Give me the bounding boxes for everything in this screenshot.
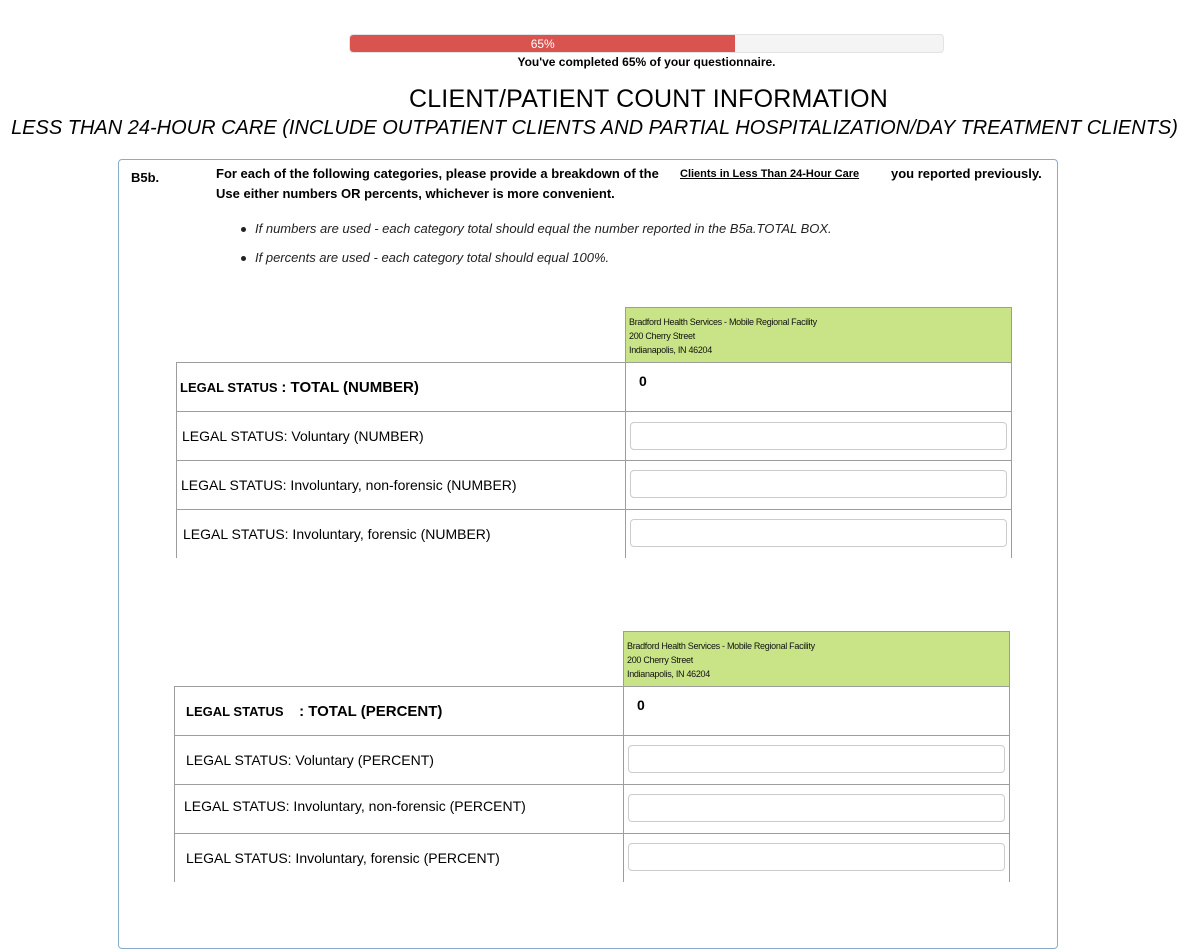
row-label: LEGAL STATUS: Involuntary, forensic (PERCENT) (174, 834, 623, 882)
question-instruction: Use either numbers OR percents, whichever is more convenient. (216, 186, 615, 201)
page-subtitle: LESS THAN 24-HOUR CARE (INCLUDE OUTPATIENT CLIENTS AND PARTIAL HOSPITALIZATION/DAY TREATMENT CLIENTS) (11, 117, 1178, 139)
row-label: LEGAL STATUS: Voluntary (NUMBER) (176, 412, 625, 460)
total-label: LEGAL STATUS : TOTAL (NUMBER) (176, 363, 625, 411)
facility-header (625, 307, 1012, 363)
progress-fill (350, 35, 735, 52)
row-label: LEGAL STATUS: Involuntary, forensic (NUMBER) (176, 510, 625, 558)
question-number: B5b. (131, 170, 160, 185)
table-row-total (174, 687, 1010, 736)
progress-caption: You've completed 65% of your questionnaire. (517, 55, 776, 69)
facility-street: 200 Cherry Street (629, 331, 695, 341)
instruction-item-numbers: If numbers are used - each category total should equal the number reported in the B5a.TOTAL BOX. (239, 221, 832, 250)
instruction-item-percents: If percents are used - each category total should equal 100%. (239, 250, 832, 279)
page-title: CLIENT/PATIENT COUNT INFORMATION (408, 85, 889, 113)
involuntary-forensic-number-input[interactable] (630, 519, 1007, 547)
progress-bar (349, 34, 944, 53)
facility-name: Bradford Health Services - Mobile Regional Facility (629, 317, 817, 327)
facility-street: 200 Cherry Street (627, 655, 693, 665)
table-row (174, 834, 1010, 882)
voluntary-number-input[interactable] (630, 422, 1007, 450)
total-percent-value: 0 (637, 697, 645, 713)
table-row (176, 412, 1012, 461)
table-row-total (176, 363, 1012, 412)
facility-name: Bradford Health Services - Mobile Regional Facility (627, 641, 815, 651)
percent-table (174, 686, 1010, 882)
row-label: LEGAL STATUS: Involuntary, non-forensic (PERCENT) (174, 785, 623, 833)
clients-less-than-24-hour-care-link[interactable]: Clients in Less Than 24-Hour Care (680, 168, 860, 180)
facility-city: Indianapolis, IN 46204 (629, 345, 712, 355)
total-number-value: 0 (639, 373, 647, 389)
table-row (176, 461, 1012, 510)
table-row (176, 510, 1012, 558)
table-row (174, 736, 1010, 785)
voluntary-percent-input[interactable] (628, 745, 1005, 773)
facility-header (623, 631, 1010, 687)
involuntary-nonforensic-number-input[interactable] (630, 470, 1007, 498)
question-text: For each of the following categories, please provide a breakdown of the (216, 166, 659, 181)
progress-label: 65% (530, 37, 555, 51)
instruction-list (239, 221, 832, 279)
number-table (176, 362, 1012, 558)
row-label: LEGAL STATUS: Involuntary, non-forensic (NUMBER) (176, 461, 625, 509)
question-text-end: you reported previously. (891, 166, 1042, 181)
row-label: LEGAL STATUS: Voluntary (PERCENT) (174, 736, 623, 784)
total-label: LEGAL STATUS : TOTAL (PERCENT) (174, 687, 623, 735)
involuntary-forensic-percent-input[interactable] (628, 843, 1005, 871)
facility-city: Indianapolis, IN 46204 (627, 669, 710, 679)
table-row (174, 785, 1010, 834)
involuntary-nonforensic-percent-input[interactable] (628, 794, 1005, 822)
